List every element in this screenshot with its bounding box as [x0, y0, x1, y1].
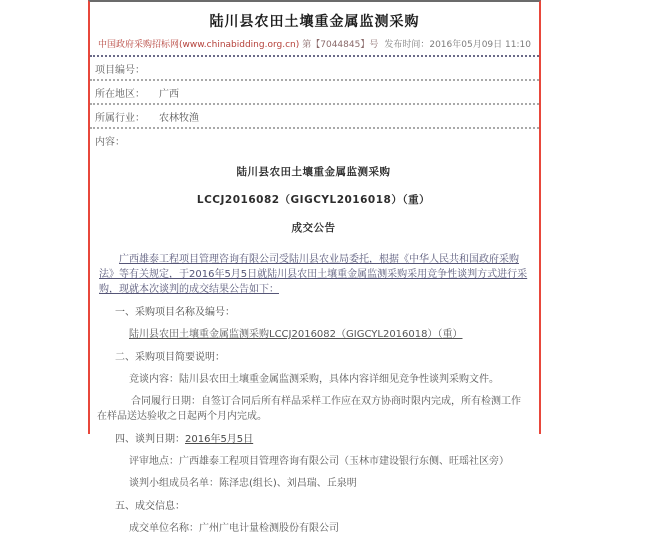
section2-line-contract: 合同履行日期：自签订合同后所有样品采样工作应在双方协商时限内完成，所有检测工作在样品送达验收之日起两个月内完成。	[97, 396, 521, 422]
section2-line-content: 竞谈内容：陆川县农田土壤重金属监测采购，具体内容详细见竞争性谈判采购文件。	[129, 374, 499, 385]
meta-row-project-no	[90, 57, 539, 81]
notice-document	[88, 0, 541, 534]
section4-line-panel: 谈判小组成员名单：陈泽忠(组长)、刘昌瑞、丘泉明	[129, 478, 357, 489]
section4-date: 2016年5月5日	[185, 434, 254, 445]
page-title: 陆川县农田土壤重金属监测采购	[209, 14, 420, 30]
notice-body	[90, 151, 539, 536]
document-number: 第【7044845】号	[302, 40, 379, 50]
section4-line-venue: 评审地点：广西雄泰工程项目管理咨询有限公司（玉林市建设银行东侧、旺瑶社区旁）	[129, 456, 509, 467]
section1-content: 陆川县农田土壤重金属监测采购LCCJ2016082（GIGCYL2016018）（重）	[129, 329, 463, 340]
notice-heading-type: 成交公告	[291, 222, 336, 234]
section5-line-winner: 成交单位名称：广州广电计量检测股份有限公司	[129, 523, 339, 534]
region-value: 广西	[159, 89, 179, 100]
source-line	[90, 37, 539, 50]
section2-title: 二、采购项目简要说明：	[115, 352, 225, 363]
meta-row-region	[90, 81, 539, 105]
region-label: 所在地区：	[95, 89, 145, 100]
intro-paragraph: 广西雄泰工程项目管理咨询有限公司受陆川县农业局委托，根据《中华人民共和国政府采购法》等有关规定，于2016年5月5日就陆川县农田土壤重金属监测采购采用竞争性谈判方式进行采购，现就本次谈判的成交结果公告如下：	[99, 254, 528, 295]
notice-heading-title: 陆川县农田土壤重金属监测采购	[236, 166, 391, 178]
content-label: 内容：	[95, 137, 125, 148]
meta-row-industry	[90, 105, 539, 129]
meta-row-content	[90, 129, 539, 151]
project-no-label: 项目编号：	[95, 65, 145, 76]
section5-title: 五、成交信息：	[115, 501, 185, 512]
section4-title	[115, 432, 532, 447]
section4-title-prefix: 四、谈判日期：	[115, 434, 185, 445]
industry-label: 所属行业：	[95, 113, 145, 124]
industry-value: 农林牧渔	[159, 113, 199, 124]
publish-time: 发布时间：2016年05月09日 11:10	[384, 40, 531, 50]
section1-title: 一、采购项目名称及编号：	[115, 307, 235, 318]
notice-heading-number: LCCJ2016082（GIGCYL2016018）（重）	[196, 194, 431, 206]
meta-section	[90, 57, 539, 151]
source-site-link[interactable]: 中国政府采购招标网(www.chinabidding.org.cn)	[98, 40, 300, 50]
